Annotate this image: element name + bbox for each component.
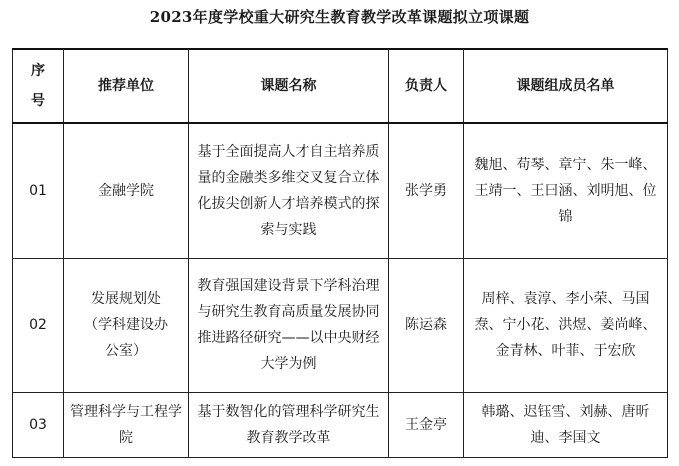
cell-unit: 管理科学与工程学院 xyxy=(64,392,189,457)
document-title: 2023年度学校重大研究生教育教学改革课题拟立项课题 xyxy=(149,8,530,26)
cell-leader: 张学勇 xyxy=(389,123,464,258)
table-row xyxy=(13,258,668,392)
cell-unit: 金融学院 xyxy=(64,123,189,258)
table-header-row xyxy=(13,49,668,123)
header-seq xyxy=(13,49,64,123)
cell-unit: 发展规划处（学科建设办公室） xyxy=(64,258,189,392)
project-table xyxy=(12,48,668,458)
header-title: 课题名称 xyxy=(189,49,389,123)
cell-members: 周梓、袁淳、李小荣、马国焘、宁小花、洪煜、姜尚峰、金青林、叶菲、于宏欣 xyxy=(464,258,668,392)
cell-leader: 王金亭 xyxy=(389,392,464,457)
header-unit: 推荐单位 xyxy=(64,49,189,123)
header-leader: 负责人 xyxy=(389,49,464,123)
cell-seq: 02 xyxy=(13,258,64,392)
cell-title: 教育强国建设背景下学科治理与研究生教育高质量发展协同推进路径研究——以中央财经大学为例 xyxy=(189,258,389,392)
header-seq-line1: 序 xyxy=(31,63,45,79)
cell-seq: 03 xyxy=(13,392,64,457)
cell-members: 韩璐、迟钰雪、刘赫、唐昕迪、李国文 xyxy=(464,392,668,457)
header-seq-line2: 号 xyxy=(31,93,45,109)
cell-title: 基于全面提高人才自主培养质量的金融类多维交叉复合立体化拔尖创新人才培养模式的探索与实践 xyxy=(189,123,389,258)
table-row xyxy=(13,123,668,258)
cell-seq: 01 xyxy=(13,123,64,258)
cell-title: 基于数智化的管理科学研究生教育教学改革 xyxy=(189,392,389,457)
table-row xyxy=(13,392,668,457)
cell-members: 魏旭、苟琴、章宁、朱一峰、王靖一、王曰涵、刘明旭、位锦 xyxy=(464,123,668,258)
header-members: 课题组成员名单 xyxy=(464,49,668,123)
cell-leader: 陈运森 xyxy=(389,258,464,392)
